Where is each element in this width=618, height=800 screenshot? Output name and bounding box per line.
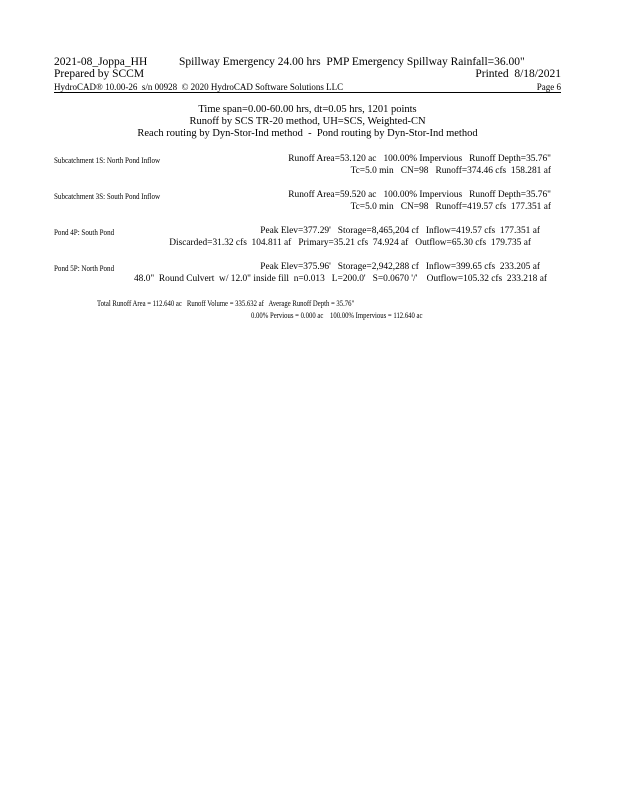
prepared-by: Prepared by SCCM — [54, 68, 145, 80]
item-label: Pond 4P: South Pond — [54, 227, 115, 237]
item-line-2: Tc=5.0 min CN=98 Runoff=374.46 cfs 158.281 af — [350, 166, 551, 176]
item-line-1: Peak Elev=375.96' Storage=2,942,288 cf Inflow=399.65 cfs 233.205 af — [260, 262, 540, 272]
totals-line-2: 0.00% Pervious = 0.000 ac 100.00% Impervious = 112.640 ac — [251, 310, 423, 320]
header-rule — [54, 92, 561, 93]
item-line-2: Discarded=31.32 cfs 104.811 af Primary=35.21 cfs 74.924 af Outflow=65.30 cfs 179.735 af — [169, 238, 531, 248]
totals-line-1: Total Runoff Area = 112.640 ac Runoff Volume = 335.632 af Average Runoff Depth = 35.76" — [97, 298, 355, 308]
item-line-2: Tc=5.0 min CN=98 Runoff=419.57 cfs 177.351 af — [350, 202, 551, 212]
project-name: 2021-08_Joppa_HH — [54, 56, 148, 68]
summary-timespan: Time span=0.00-60.00 hrs, dt=0.05 hrs, 1201 points — [198, 104, 417, 115]
item-line-1: Runoff Area=53.120 ac 100.00% Impervious Runoff Depth=35.76" — [288, 154, 551, 164]
item-line-2: 48.0" Round Culvert w/ 12.0" inside fill n=0.013 L=200.0' S=0.0670 '/' Outflow=105.32 cfs 233.218 af — [133, 274, 547, 284]
item-label: Pond 5P: North Pond — [54, 263, 115, 273]
item-line-1: Peak Elev=377.29' Storage=8,465,204 cf Inflow=419.57 cfs 177.351 af — [260, 226, 540, 236]
item-label: Subcatchment 3S: South Pond Inflow — [54, 191, 161, 201]
storm-title: Spillway Emergency 24.00 hrs PMP Emergency Spillway Rainfall=36.00" — [179, 56, 525, 68]
software-info: HydroCAD® 10.00-26 s/n 00928 © 2020 HydroCAD Software Solutions LLC — [54, 82, 344, 92]
item-line-1: Runoff Area=59.520 ac 100.00% Impervious Runoff Depth=35.76" — [288, 190, 551, 200]
page-number: Page 6 — [536, 82, 561, 92]
summary-routing-method: Reach routing by Dyn-Stor-Ind method - Pond routing by Dyn-Stor-Ind method — [137, 128, 478, 139]
printed-date: Printed 8/18/2021 — [475, 68, 561, 80]
item-label: Subcatchment 1S: North Pond Inflow — [54, 155, 161, 165]
summary-runoff-method: Runoff by SCS TR-20 method, UH=SCS, Weighted-CN — [189, 116, 426, 127]
